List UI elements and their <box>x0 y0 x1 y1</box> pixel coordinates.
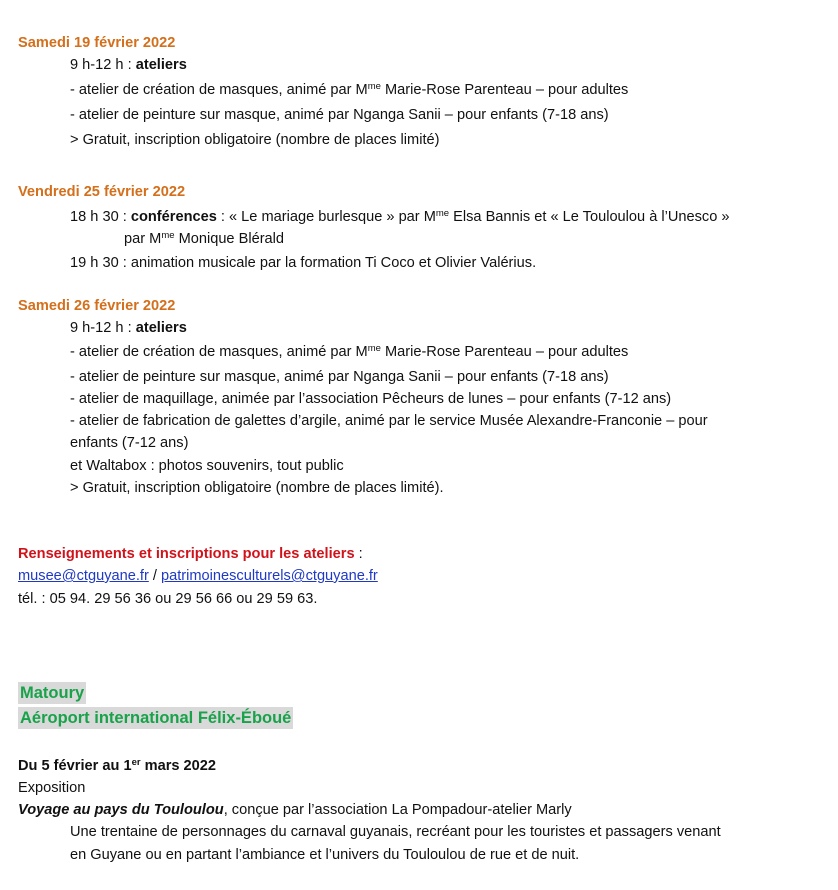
email-link-musee[interactable]: musee@ctguyane.fr <box>18 568 149 584</box>
workshop-item: et Waltabox : photos souvenirs, tout public <box>70 458 344 474</box>
workshop-item: - atelier de fabrication de galettes d’argile, animé par le service Musée Alexandre-Franconie – pour <box>70 413 708 429</box>
workshop-item: - atelier de peinture sur masque, animé par Nganga Sanii – pour enfants (7-18 ans) <box>70 107 609 123</box>
workshop-item-continued: enfants (7-12 ans) <box>70 435 189 451</box>
workshop-item: - atelier de création de masques, animé par $M^{me}$ Marie-Rose Parenteau – pour adultes <box>70 81 629 98</box>
exhibition-title: Voyage au pays du Touloulou, conçue par l’association La Pompadour-atelier Marly <box>18 802 572 818</box>
exhibition-date: Du 5 février au 1er mars 2022 <box>18 757 217 774</box>
contact-phone: tél. : 05 94. 29 56 36 ou 29 56 66 ou 29 59 63. <box>18 591 318 607</box>
schedule-time: 9 h-12 h : ateliers <box>70 320 187 336</box>
section-date: Samedi 26 février 2022 <box>18 298 176 314</box>
event-line: 18 h 30 : conférences : « Le mariage burlesque » par $M^{me}$ Elsa Bannis et « Le Touloulou à l’Unesco » <box>70 208 730 225</box>
contact-heading: Renseignements et inscriptions pour les ateliers : <box>18 546 363 562</box>
section-date: Vendredi 25 février 2022 <box>18 184 186 200</box>
email-link-patrimoine[interactable]: patrimoinesculturels@ctguyane.fr <box>161 568 378 584</box>
workshop-item: - atelier de maquillage, animée par l’association Pêcheurs de lunes – pour enfants (7-12 ans) <box>70 391 672 407</box>
workshop-item: - atelier de peinture sur masque, animé par Nganga Sanii – pour enfants (7-18 ans) <box>70 369 609 385</box>
section-date: Samedi 19 février 2022 <box>18 35 176 51</box>
schedule-time: 9 h-12 h : ateliers <box>70 57 187 73</box>
contact-emails: musee@ctguyane.fr / patrimoinesculturels@ctguyane.fr <box>18 568 378 584</box>
location-venue: Aéroport international Félix-Éboué <box>20 709 292 727</box>
exhibition-description: Une trentaine de personnages du carnaval guyanais, recréant pour les touristes et passagers venant <box>70 824 721 840</box>
workshop-note: > Gratuit, inscription obligatoire (nombre de places limité) <box>70 132 440 148</box>
location-city: Matoury <box>20 684 85 702</box>
exhibition-description-continued: en Guyane ou en partant l’ambiance et l’univers du Touloulou de rue et de nuit. <box>70 847 580 863</box>
workshop-item: - atelier de création de masques, animé par $M^{me}$ Marie-Rose Parenteau – pour adultes <box>70 343 629 360</box>
event-line: 19 h 30 : animation musicale par la formation Ti Coco et Olivier Valérius. <box>70 255 537 271</box>
workshop-note: > Gratuit, inscription obligatoire (nombre de places limité). <box>70 480 444 496</box>
exhibition-type: Exposition <box>18 780 86 796</box>
event-line-continued: par $M^{me}$ Monique Blérald <box>124 230 285 247</box>
